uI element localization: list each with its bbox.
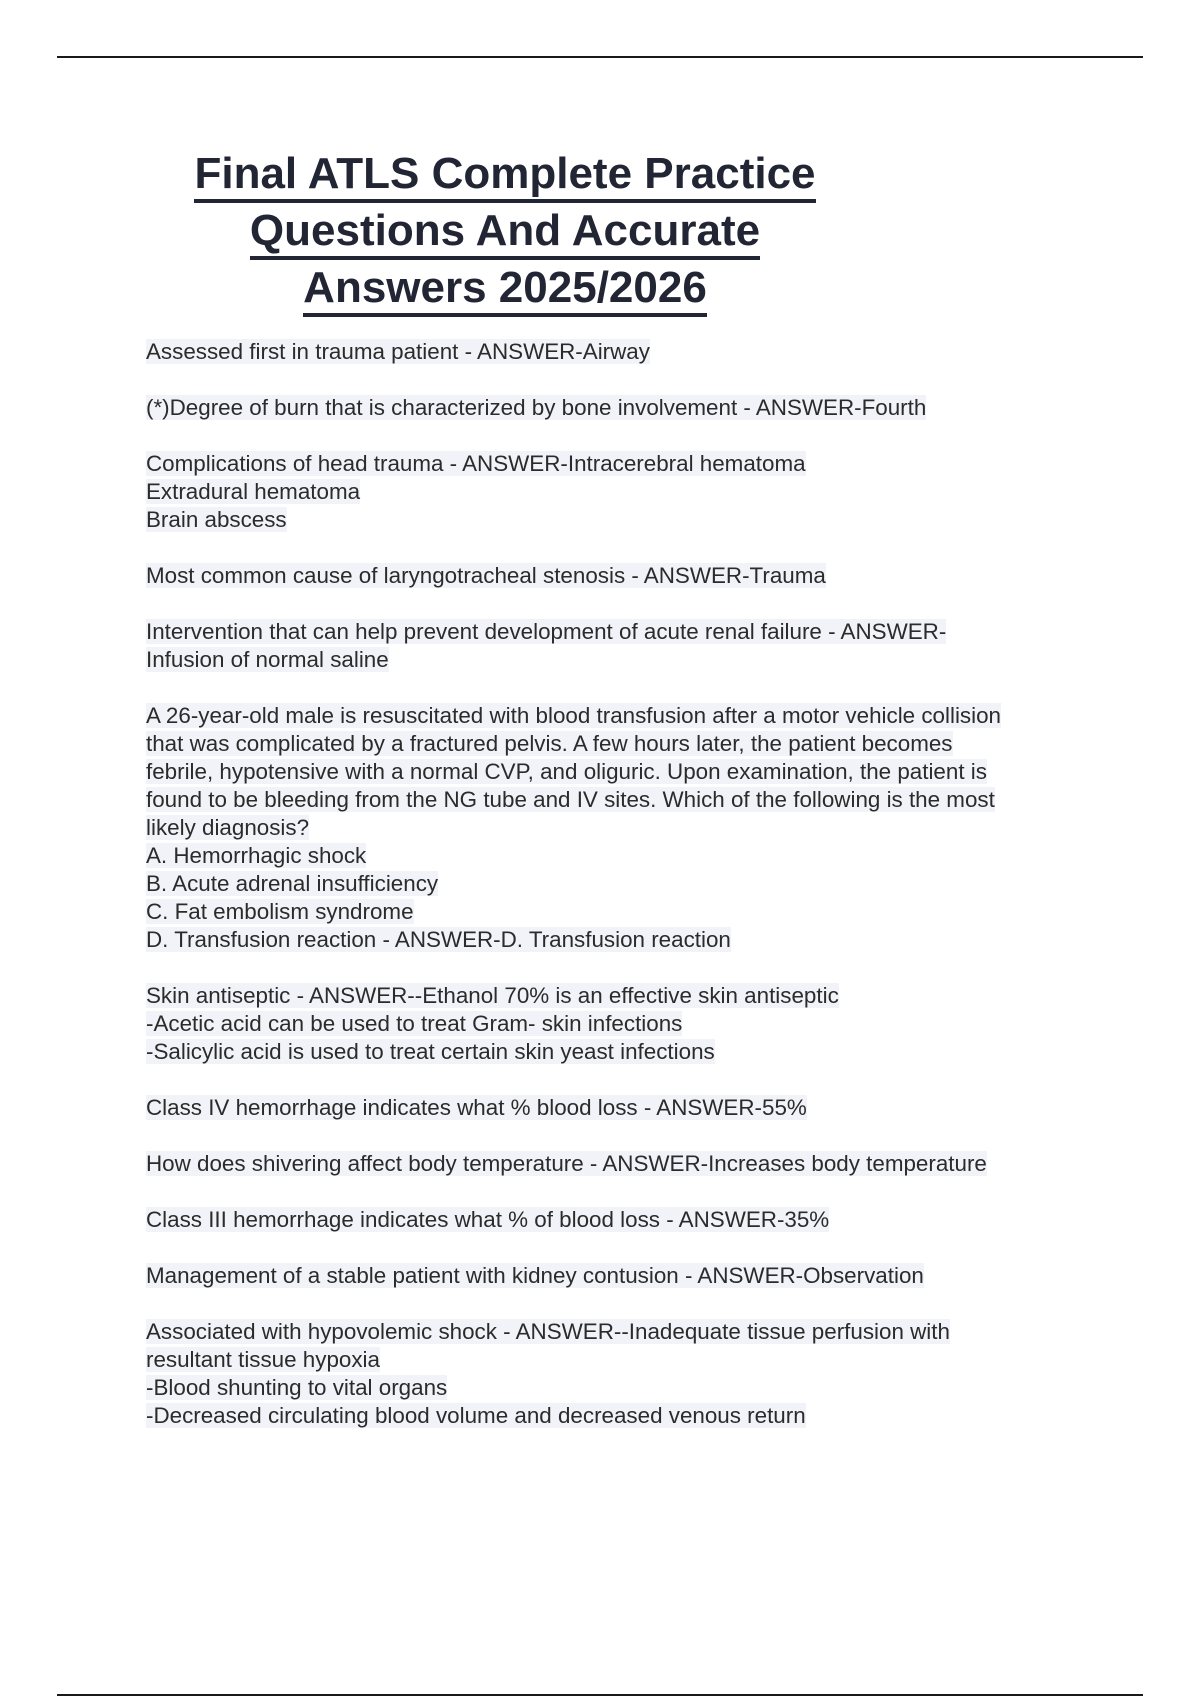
- qa-line: [146, 646, 1086, 674]
- qa-line: [146, 870, 1086, 898]
- question-answer-list: [146, 338, 1086, 1458]
- qa-text: C. Fat embolism syndrome: [146, 899, 414, 924]
- qa-text: A. Hemorrhagic shock: [146, 843, 367, 868]
- title-line: Answers 2025/2026: [303, 263, 707, 317]
- qa-text: found to be bleeding from the NG tube and IV sites. Which of the following is the most: [146, 787, 995, 812]
- bottom-rule: [57, 1694, 1143, 1696]
- qa-line: [146, 1262, 1086, 1290]
- qa-text: (*)Degree of burn that is characterized by bone involvement - ANSWER-Fourth: [146, 395, 927, 420]
- qa-line: [146, 618, 1086, 646]
- qa-line: [146, 758, 1086, 786]
- qa-item: [146, 338, 1086, 366]
- qa-line: [146, 1094, 1086, 1122]
- qa-line: [146, 478, 1086, 506]
- qa-text: A 26-year-old male is resuscitated with blood transfusion after a motor vehicle collision: [146, 703, 1001, 728]
- qa-item: [146, 1206, 1086, 1234]
- qa-line: [146, 926, 1086, 954]
- qa-line: [146, 562, 1086, 590]
- qa-line: [146, 1402, 1086, 1430]
- qa-line: [146, 814, 1086, 842]
- qa-line: [146, 1150, 1086, 1178]
- qa-item: [146, 702, 1086, 954]
- qa-text: -Acetic acid can be used to treat Gram- skin infections: [146, 1011, 683, 1036]
- qa-line: [146, 506, 1086, 534]
- qa-text: Infusion of normal saline: [146, 647, 389, 672]
- qa-item: [146, 1318, 1086, 1430]
- qa-item: [146, 562, 1086, 590]
- qa-line: [146, 1374, 1086, 1402]
- qa-line: [146, 982, 1086, 1010]
- qa-line: [146, 842, 1086, 870]
- qa-item: [146, 450, 1086, 534]
- qa-text: likely diagnosis?: [146, 815, 310, 840]
- qa-item: [146, 1262, 1086, 1290]
- top-rule: [57, 56, 1143, 58]
- qa-line: [146, 450, 1086, 478]
- qa-text: Management of a stable patient with kidney contusion - ANSWER-Observation: [146, 1263, 924, 1288]
- qa-text: Brain abscess: [146, 507, 287, 532]
- qa-item: [146, 1094, 1086, 1122]
- qa-text: How does shivering affect body temperature - ANSWER-Increases body temperature: [146, 1151, 987, 1176]
- qa-line: [146, 730, 1086, 758]
- qa-text: -Blood shunting to vital organs: [146, 1375, 448, 1400]
- qa-text: Extradural hematoma: [146, 479, 361, 504]
- qa-line: [146, 1206, 1086, 1234]
- qa-text: Class IV hemorrhage indicates what % blood loss - ANSWER-55%: [146, 1095, 807, 1120]
- qa-text: febrile, hypotensive with a normal CVP, and oliguric. Upon examination, the patient is: [146, 759, 987, 784]
- qa-text: Class III hemorrhage indicates what % of blood loss - ANSWER-35%: [146, 1207, 830, 1232]
- qa-text: -Decreased circulating blood volume and decreased venous return: [146, 1403, 806, 1428]
- qa-item: [146, 1150, 1086, 1178]
- qa-text: D. Transfusion reaction - ANSWER-D. Transfusion reaction: [146, 927, 731, 952]
- qa-line: [146, 1346, 1086, 1374]
- qa-item: [146, 982, 1086, 1066]
- qa-text: -Salicylic acid is used to treat certain skin yeast infections: [146, 1039, 715, 1064]
- qa-item: [146, 394, 1086, 422]
- qa-line: [146, 394, 1086, 422]
- qa-text: Complications of head trauma - ANSWER-Intracerebral hematoma: [146, 451, 806, 476]
- qa-text: B. Acute adrenal insufficiency: [146, 871, 439, 896]
- document-title: [150, 146, 860, 317]
- qa-line: [146, 1010, 1086, 1038]
- title-line: Questions And Accurate: [250, 206, 760, 260]
- qa-text: Skin antiseptic - ANSWER--Ethanol 70% is an effective skin antiseptic: [146, 983, 839, 1008]
- qa-text: that was complicated by a fractured pelvis. A few hours later, the patient becomes: [146, 731, 953, 756]
- qa-text: resultant tissue hypoxia: [146, 1347, 380, 1372]
- qa-item: [146, 618, 1086, 674]
- title-line: Final ATLS Complete Practice: [194, 149, 815, 203]
- qa-line: [146, 338, 1086, 366]
- qa-line: [146, 898, 1086, 926]
- qa-text: Associated with hypovolemic shock - ANSWER--Inadequate tissue perfusion with: [146, 1319, 950, 1344]
- qa-line: [146, 786, 1086, 814]
- qa-line: [146, 1318, 1086, 1346]
- qa-text: Most common cause of laryngotracheal stenosis - ANSWER-Trauma: [146, 563, 826, 588]
- qa-line: [146, 1038, 1086, 1066]
- qa-text: Assessed first in trauma patient - ANSWER-Airway: [146, 339, 650, 364]
- qa-line: [146, 702, 1086, 730]
- qa-text: Intervention that can help prevent development of acute renal failure - ANSWER-: [146, 619, 947, 644]
